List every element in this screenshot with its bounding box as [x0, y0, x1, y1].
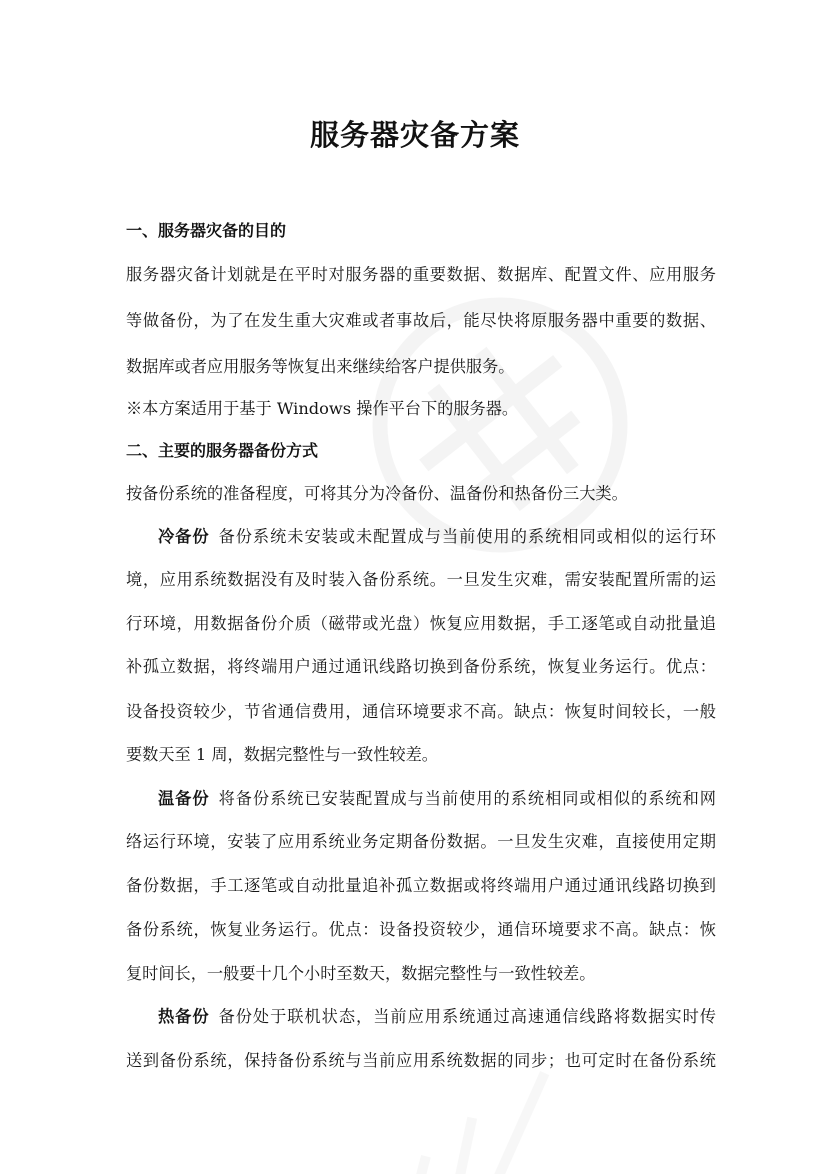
hot-backup-text: 备份处于联机状态，当前应用系统通过高速通信线路将数据实时传: [218, 1007, 716, 1026]
hot-backup-term: 热备份: [158, 1007, 210, 1026]
cold-backup-text: 备份系统未安装或未配置成与当前使用的系统相同或相似的运行环: [218, 527, 716, 546]
paragraph-line: 等做备份，为了在发生重大灾难或者事故后，能尽快将原服务器中重要的数据、: [126, 311, 716, 330]
paragraph-line: 境，应用系统数据没有及时装入备份系统。一旦发生灾难，需安装配置所需的运: [126, 570, 716, 589]
paragraph-line: 补孤立数据，将终端用户通过通讯线路切换到备份系统，恢复业务运行。优点：: [126, 657, 716, 676]
cold-backup-term: 冷备份: [158, 527, 210, 546]
document-title: 服务器灾备方案: [309, 118, 520, 152]
paragraph-line: 行环境，用数据备份介质（磁带或光盘）恢复应用数据，手工逐笔或自动批量追: [126, 614, 716, 633]
paragraph-line: 服务器灾备计划就是在平时对服务器的重要数据、数据库、配置文件、应用服务: [126, 265, 716, 284]
warm-backup-term: 温备份: [158, 789, 210, 808]
section-heading-purpose: 一、服务器灾备的目的: [126, 221, 287, 240]
section-heading-backup-types: 二、主要的服务器备份方式: [126, 441, 319, 460]
scope-note: ※本方案适用于基于 Windows 操作平台下的服务器。: [126, 399, 519, 418]
warm-backup-text: 将备份系统已安装配置成与当前使用的系统相同或相似的系统和网: [218, 789, 716, 808]
section-intro: 按备份系统的准备程度，可将其分为冷备份、温备份和热备份三大类。: [126, 484, 628, 503]
paragraph-line: 送到备份系统，保持备份系统与当前应用系统数据的同步；也可定时在备份系统: [126, 1051, 716, 1070]
cold-backup-first-line: [158, 525, 716, 549]
paragraph-line: 络运行环境，安装了应用系统业务定期备份数据。一旦发生灾难，直接使用定期: [126, 832, 716, 851]
paragraph-line: 复时间长，一般要十几个小时至数天，数据完整性与一致性较差。: [126, 964, 596, 983]
paragraph-line: 数据库或者应用服务等恢复出来继续给客户提供服务。: [126, 357, 515, 376]
hot-backup-first-line: [158, 1005, 716, 1029]
paragraph-line: 要数天至 1 周，数据完整性与一致性较差。: [126, 745, 438, 764]
paragraph-line: 备份系统，恢复业务运行。优点：设备投资较少，通信环境要求不高。缺点：恢: [126, 920, 716, 939]
paragraph-line: 备份数据，手工逐笔或自动批量追补孤立数据或将终端用户通过通讯线路切换到: [126, 876, 716, 895]
warm-backup-first-line: [158, 787, 716, 811]
paragraph-line: 设备投资较少，节省通信费用，通信环境要求不高。缺点：恢复时间较长，一般: [126, 702, 716, 721]
